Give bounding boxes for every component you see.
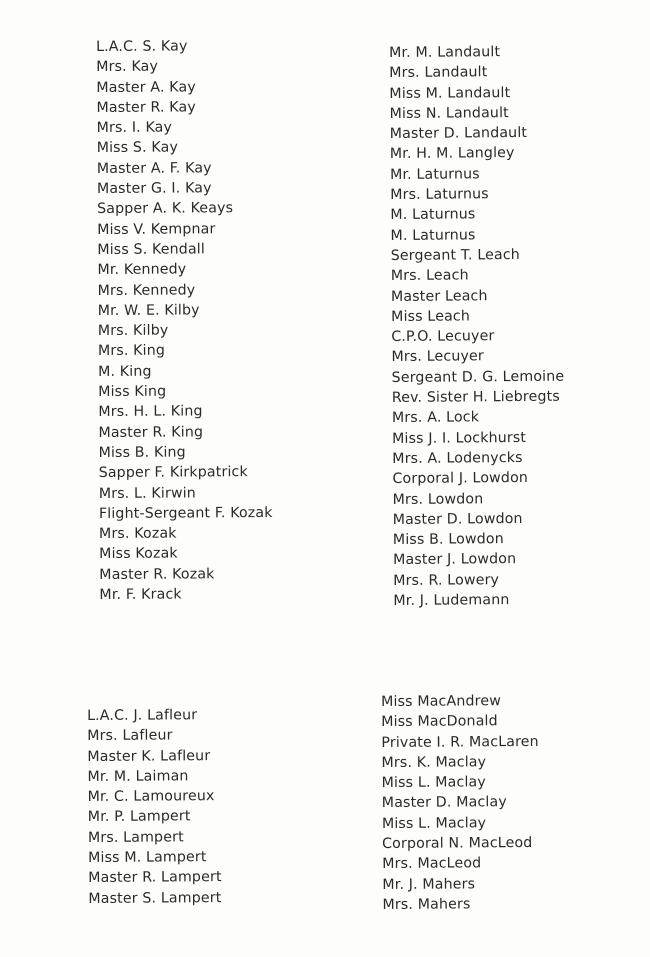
list-item: Flight-Sergeant F. Kozak (98, 504, 273, 522)
list-item: Miss MacDonald (381, 713, 498, 731)
list-item: Miss L. Maclay (381, 815, 487, 832)
list-item: Miss N. Landault (389, 104, 509, 122)
list-item: Mrs. Lecuyer (391, 348, 484, 366)
list-item: Miss M. Lampert (88, 849, 207, 867)
list-item: Miss S. Kendall (97, 241, 206, 258)
list-item: Mr. C. Lamoureux (87, 788, 215, 806)
list-item: Mrs. Kennedy (97, 281, 196, 299)
list-item: Miss B. Lowdon (392, 531, 504, 549)
list-item: Miss MacAndrew (381, 693, 501, 710)
list-item: Mrs. K. Maclay (381, 754, 487, 771)
list-item: Mrs. L. Kirwin (98, 484, 196, 502)
list-item: Miss M. Landault (389, 84, 511, 102)
list-item: Mr. H. M. Langley (389, 145, 515, 163)
list-item: Miss V. Kempnar (97, 220, 216, 238)
list-item: Master R. Lampert (88, 869, 222, 887)
list-item: Master R. Kozak (99, 566, 215, 583)
list-item: Master R. Kay (96, 99, 196, 116)
list-item: Mrs. Leach (390, 267, 469, 285)
list-item: Mrs. Lafleur (87, 727, 173, 745)
name-column-top-left (96, 36, 273, 605)
name-column-bottom-left (87, 705, 222, 909)
list-item: Master Leach (390, 287, 488, 305)
list-item: Mr. J. Ludemann (393, 592, 510, 609)
list-item: Mrs. Lowdon (392, 490, 484, 508)
list-item: Mr. W. E. Kilby (97, 302, 200, 319)
list-item: Sergeant D. G. Lemoine (391, 368, 565, 386)
list-item: Master A. Kay (96, 78, 196, 96)
list-item: Corporal N. MacLeod (382, 835, 533, 853)
list-item: Mr. M. Laiman (87, 768, 189, 785)
list-item: Mrs. Mahers (382, 896, 471, 913)
list-item: Miss Kozak (99, 545, 178, 563)
list-item: Mr. Laturnus (389, 166, 480, 183)
list-item: Mrs. King (97, 343, 166, 360)
list-item: Private I. R. MacLaren (381, 733, 539, 751)
list-item: Mrs. Laturnus (390, 186, 489, 204)
list-item: Mr. J. Mahers (382, 876, 476, 893)
name-column-top-right (389, 42, 566, 612)
list-item: Miss King (98, 383, 167, 401)
list-item: Mrs. Lampert (87, 829, 184, 846)
list-item: Miss S. Kay (96, 139, 179, 157)
list-item: Master J. Lowdon (393, 551, 517, 569)
list-item: Sergeant T. Leach (390, 246, 520, 264)
list-item: Mrs. Landault (389, 64, 488, 82)
list-item: Mrs. MacLeod (382, 855, 482, 873)
list-item: Master D. Maclay (381, 794, 507, 812)
list-item: Miss B. King (98, 444, 186, 461)
list-item: Master K. Lafleur (87, 747, 211, 765)
list-item: Sapper A. K. Keays (97, 200, 234, 218)
list-item: M. King (97, 363, 152, 380)
list-item: C.P.O. Lecuyer (391, 328, 495, 346)
list-item: Mrs. Kilby (97, 322, 169, 340)
list-item: Rev. Sister H. Liebregts (391, 388, 560, 407)
list-item: Miss J. I. Lockhurst (392, 429, 527, 447)
list-item: Mr. Kennedy (97, 261, 187, 279)
list-item: Mrs. A. Lock (391, 409, 480, 427)
list-item: Corporal J. Lowdon (392, 470, 529, 488)
name-column-bottom-right (381, 691, 540, 915)
list-item: Mr. M. Landault (389, 44, 501, 61)
list-item: Mrs. H. L. King (98, 403, 203, 421)
list-item: Miss Leach (391, 308, 471, 325)
list-item: Master R. King (98, 423, 204, 441)
list-item: Mrs. I. Kay (96, 119, 173, 137)
list-item: Master D. Lowdon (392, 510, 523, 528)
list-item: Miss L. Maclay (381, 774, 486, 792)
list-item: Sapper F. Kirkpatrick (98, 464, 248, 482)
list-item: Master A. F. Kay (96, 160, 212, 177)
list-item: Mr. P. Lampert (87, 808, 191, 826)
list-item: Master G. I. Kay (96, 180, 212, 198)
list-item: L.A.C. S. Kay (96, 38, 188, 55)
list-item: M. Laturnus (390, 206, 476, 224)
list-item: Mrs. A. Lodenycks (392, 449, 523, 467)
list-item: M. Laturnus (390, 226, 476, 244)
list-item: Mrs. Kay (96, 58, 159, 76)
list-item: Master D. Landault (389, 125, 528, 143)
list-item: Mrs. R. Lowery (393, 571, 500, 589)
list-item: Mr. F. Krack (99, 586, 182, 604)
list-item: L.A.C. J. Lafleur (87, 707, 198, 724)
list-item: Mrs. Kozak (98, 525, 177, 543)
list-item: Master S. Lampert (88, 889, 222, 907)
